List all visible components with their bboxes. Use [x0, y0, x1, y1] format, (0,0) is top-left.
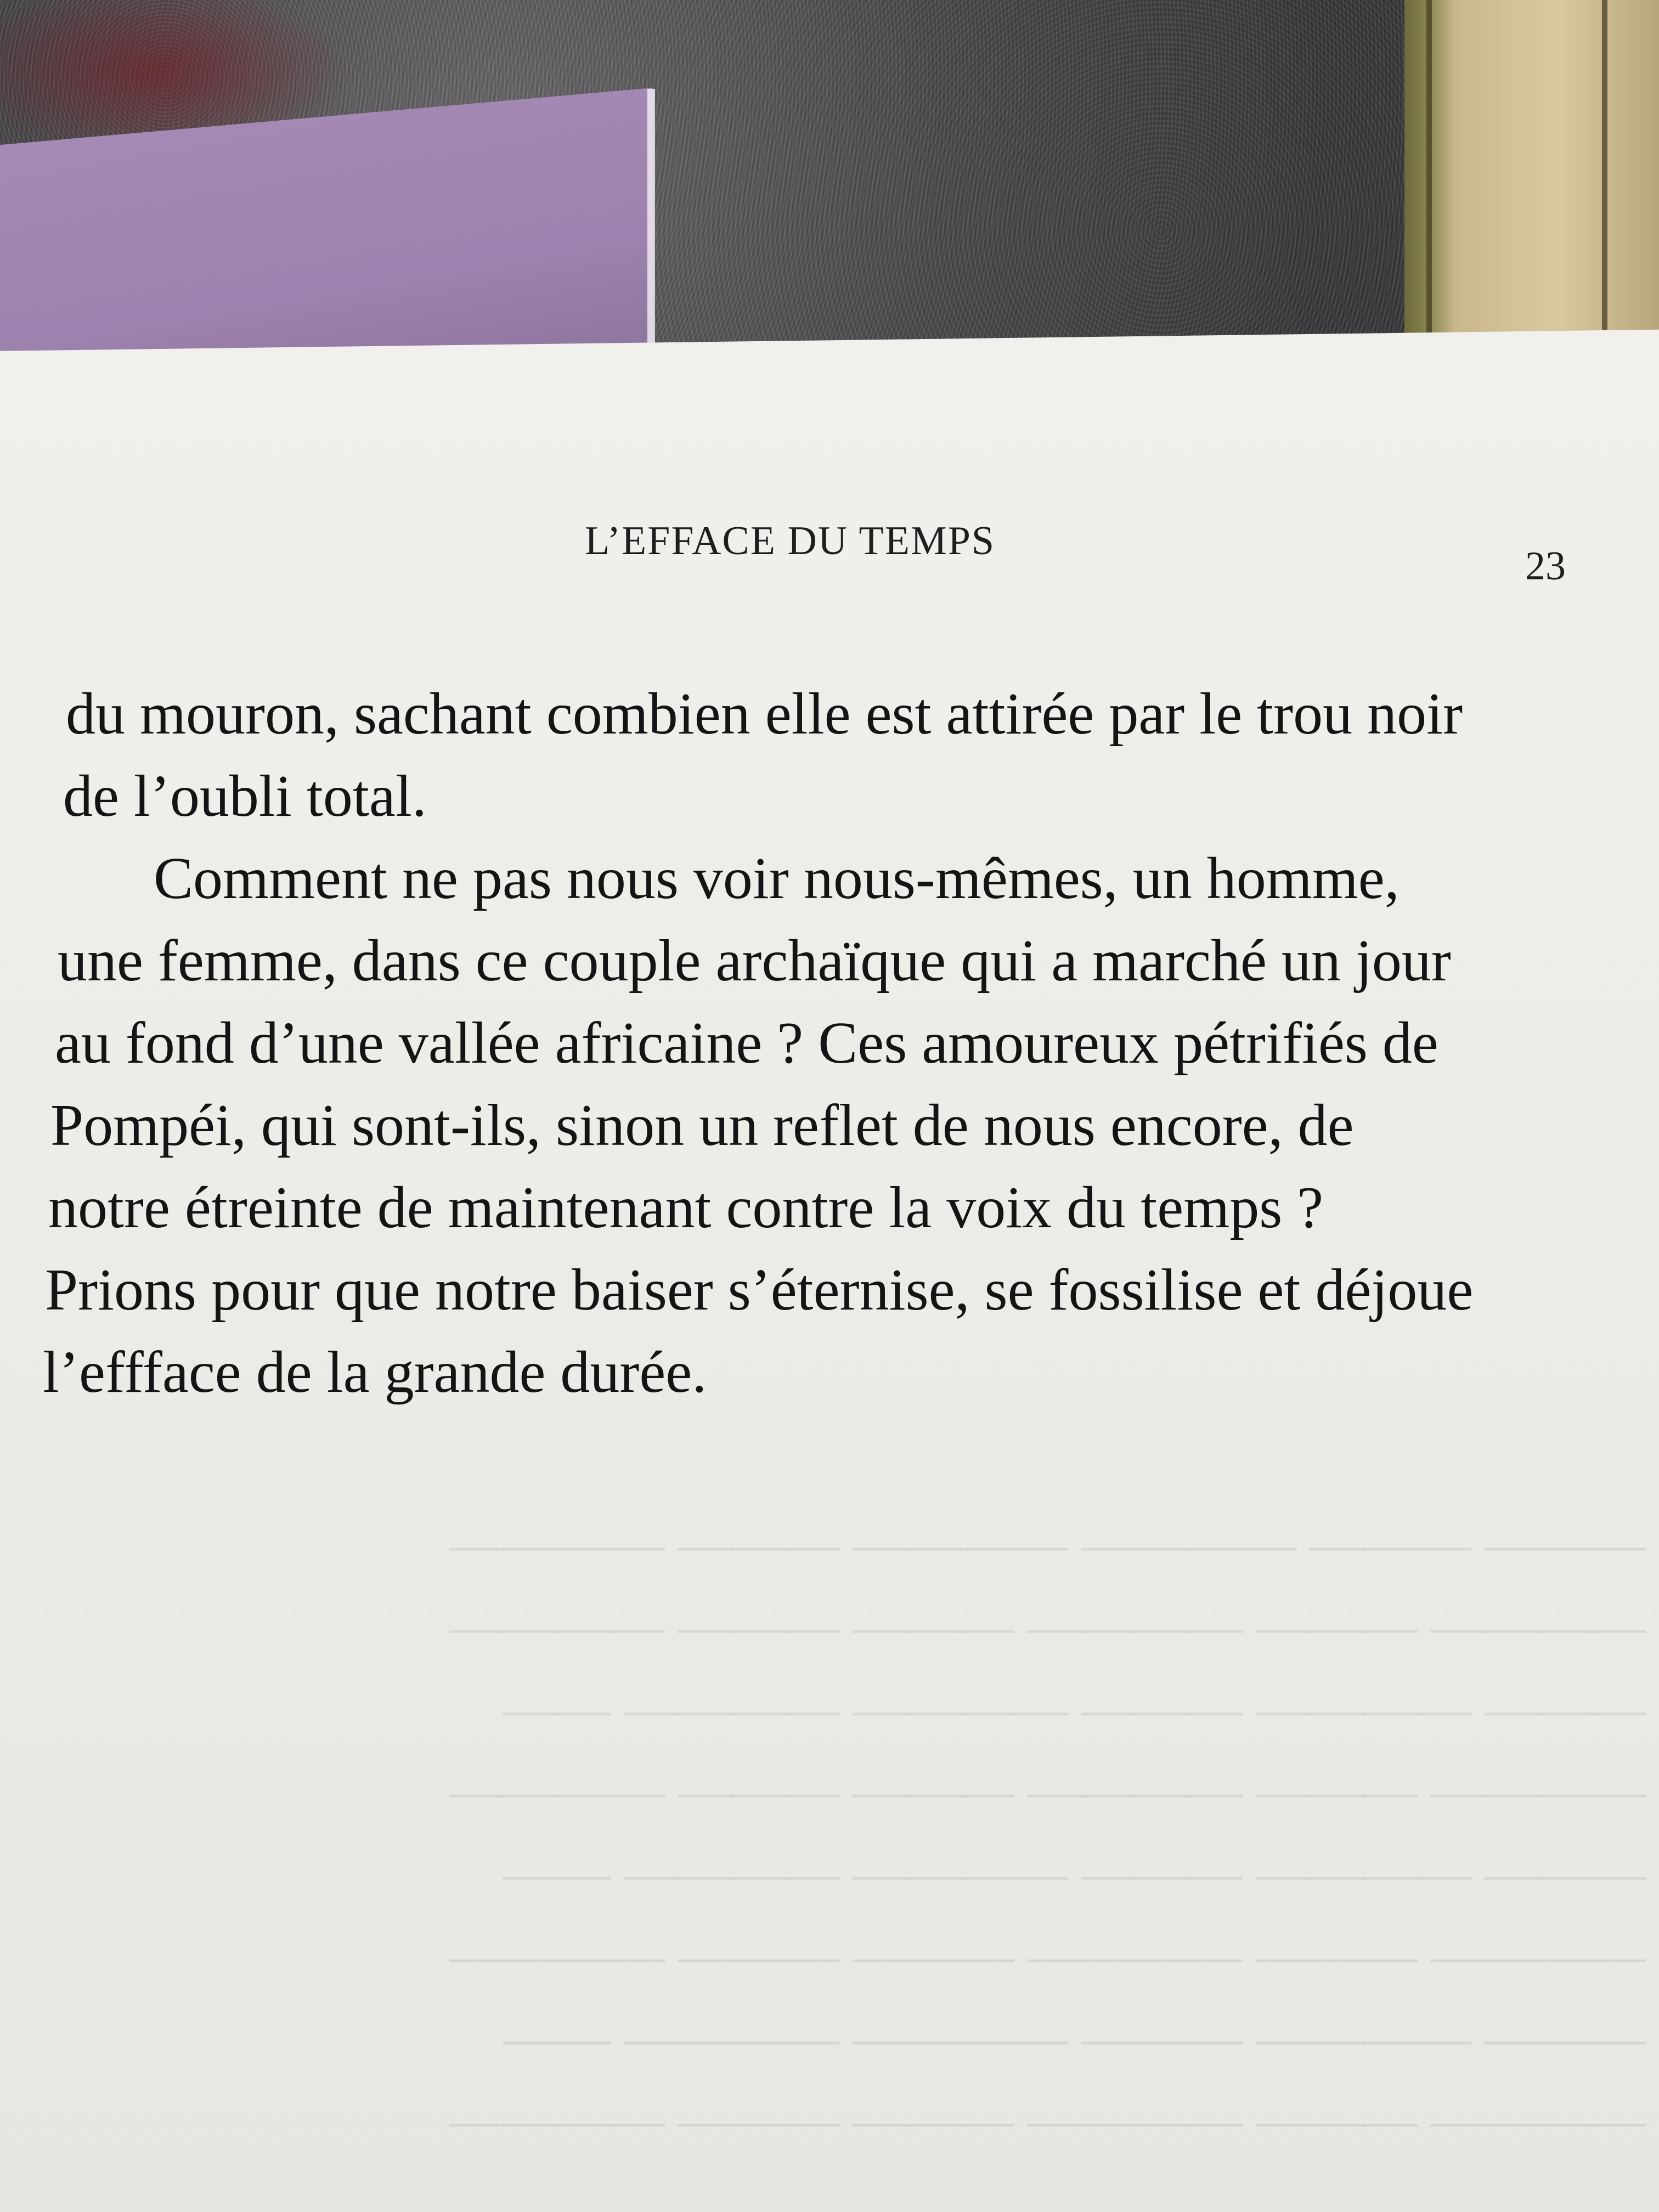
text-line: Comment ne pas nous voir nous-mêmes, un homme, [154, 846, 1400, 911]
bookmark-edge [647, 89, 655, 352]
show-through-reverse-text: ——— ——— ———— ———— ——— ———— ———— ——— ———— ——— ——— ———— ——— ———— ——— ———— ———— —— ———— ——— ———— ——— ——— ———— ——— ———— ——— ———— ———— —— ———— ——— ———— ——— ——— ———— ——— ———— ——— ———— ———— —— ———— ——— ———— ——— ——— ———— [449, 1515, 1646, 2150]
wood-plank-line [1602, 0, 1607, 351]
text-line: l’effface de la grande durée. [43, 1340, 707, 1405]
text-line: une femme, dans ce couple archaïque qui a marché un jour [58, 928, 1451, 994]
text-line: Pompéi, qui sont-ils, sinon un reflet de nous encore, de [50, 1093, 1354, 1158]
wood-plank-line [1426, 0, 1432, 351]
running-head-title: L’EFFACE DU TEMPS [584, 518, 996, 563]
text-line: notre étreinte de maintenant contre la voix du temps ? [48, 1175, 1324, 1240]
text-line: Prions pour que notre baiser s’éternise, se fossilise et déjoue [45, 1257, 1474, 1323]
text-line: du mouron, sachant combien elle est attirée par le trou noir [66, 681, 1463, 747]
running-head [0, 518, 1624, 565]
text-line: de l’oubli total. [63, 764, 427, 829]
text-line: au fond d’une vallée africaine ? Ces amoureux pétrifiés de [55, 1011, 1438, 1076]
page-number: 23 [1525, 544, 1566, 589]
wooden-background [1404, 0, 1659, 351]
